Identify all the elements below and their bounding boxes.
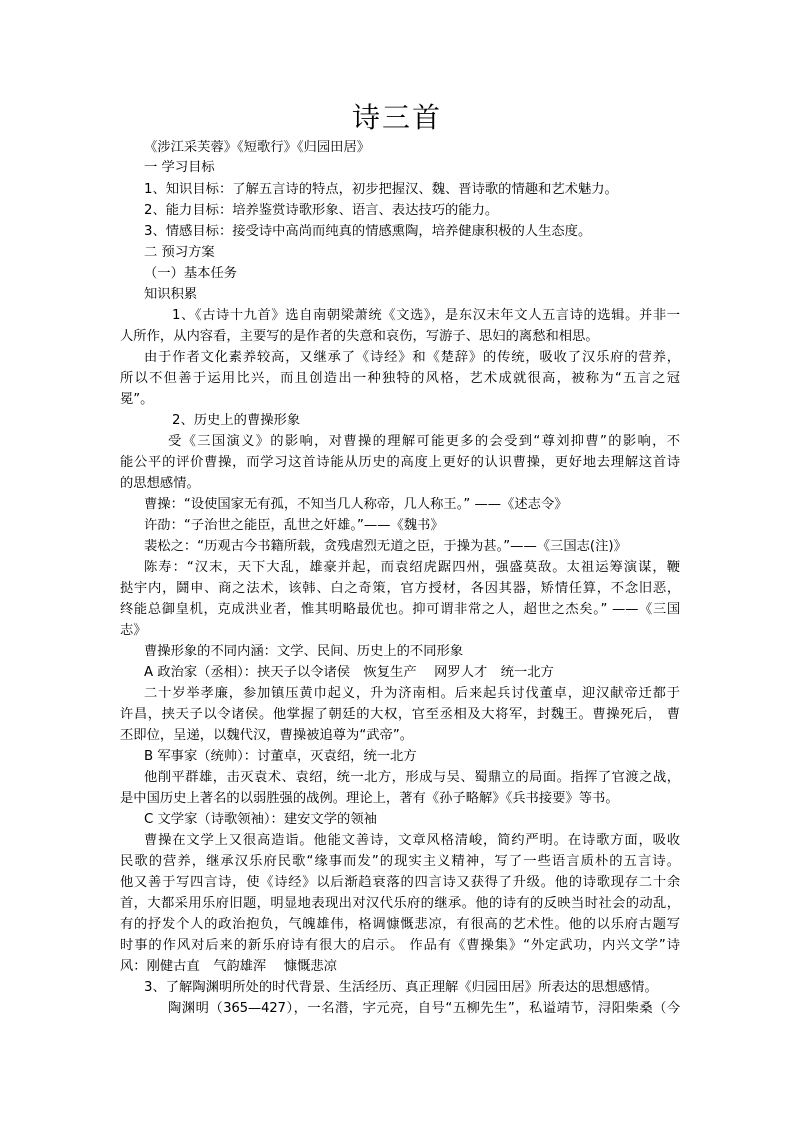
text-line: 裴松之：“历观古今书籍所载，贪残虐烈无道之臣，于操为甚。”——《三国志(注)》 [144, 539, 627, 554]
text-line: 3、情感目标：接受诗中高尚而纯真的情感熏陶，培养健康积极的人生态度。 [144, 224, 592, 239]
text-line: B 军事家（统帅）：讨董卓，灭袁绍，统一北方 [144, 749, 417, 764]
text-line: 能公平的评价曹操，而学习这首诗能从历史的高度上更好的认识曹操，更好地去理解这首诗 [120, 455, 680, 470]
text-line: 许昌，挟天子以令诸侯。他掌握了朝廷的大权，官至丞相及大将军，封魏王。曹操死后， 曹 [120, 707, 680, 722]
text-line: 曹操：“设使国家无有孤，不知当几人称帝，几人称王。” ——《述志令》 [144, 497, 568, 512]
text-line: 时事的作风对后来的新乐府诗有很大的启示。 作品有《曹操集》“外定武功，内兴文学”诗 [120, 938, 680, 953]
text-line: 的思想感情。 [120, 476, 200, 491]
text-line: 《涉江采芙蓉》《短歌行》《归园田居》 [144, 140, 371, 155]
text-line: 知识积累 [144, 287, 198, 302]
text-line: 冕”。 [120, 392, 154, 407]
text-line: 一 学习目标 [144, 160, 215, 175]
text-line: 二 预习方案 [144, 245, 215, 260]
text-line: 有的抒发个人的政治抱负，气魄雄伟，格调慷慨悲凉，有很高的艺术性。他的以乐府古题写 [120, 917, 680, 932]
text-line: 风：刚健古直 气韵雄浑 慷慨悲凉 [120, 959, 337, 974]
text-line: 丕即位，呈递，以魏代汉，曹操被追尊为“武帝”。 [120, 728, 414, 743]
text-line: 许劭：“子治世之能臣，乱世之奸雄。”——《魏书》 [144, 518, 444, 533]
text-line: A 政治家（丞相）：挟天子以令诸侯 恢复生产 网罗人才 统一北方 [144, 665, 554, 680]
text-line: 是中国历史上著名的以弱胜强的战例。理论上，著有《孙子略解》《兵书接要》等书。 [120, 791, 619, 806]
text-line: 3、了解陶渊明所处的时代背景、生活经历、真正理解《归园田居》所表达的思想感情。 [144, 980, 658, 995]
text-line: （一）基本任务 [144, 266, 238, 281]
text-line: 志》 [120, 623, 147, 638]
text-line: 人所作，从内容看，主要写的是作者的失意和哀伤，写游子、思妇的离愁和相思。 [120, 329, 599, 344]
page-title: 诗三首 [351, 101, 442, 134]
text-line: 受《三国演义》的影响，对曹操的理解可能更多的会受到“尊刘抑曹”的影响，不 [168, 434, 680, 449]
text-line: 陶渊明（365—427），一名潜，字元亮，自号“五柳先生”，私谥靖节，浔阳柴桑（今 [168, 1001, 680, 1016]
text-line: C 文学家（诗歌领袖）：建安文学的领袖 [144, 812, 377, 827]
text-line: 他又善于写四言诗，使《诗经》以后渐趋衰落的四言诗又获得了升级。他的诗歌现存二十余 [120, 875, 680, 890]
text-line: 1、《古诗十九首》选自南朝梁萧统《文选》，是东汉末年文人五言诗的选辑。并非一 [172, 308, 680, 323]
text-line: 2、历史上的曹操形象 [172, 413, 301, 428]
text-line: 首，大都采用乐府旧题，明显地表现出对汉代乐府的继承。他的诗有的反映当时社会的动乱， [120, 896, 680, 911]
text-line: 曹操在文学上又很高造诣。他能文善诗，文章风格清峻，简约严明。在诗歌方面，吸收 [144, 833, 680, 848]
text-line: 曹操形象的不同内涵：文学、民间、历史上的不同形象 [144, 644, 464, 659]
text-line: 挞宇内，鬪申、商之法术，该韩、白之奇策，官方授材，各因其器，矫情任算，不念旧恶， [120, 581, 680, 596]
text-line: 所以不但善于运用比兴，而且创造出一种独特的风格，艺术成就很高，被称为“五言之冠 [120, 371, 680, 386]
text-line: 民歌的营养，继承汉乐府民歌“缘事而发”的现实主义精神，写了一些语言质朴的五言诗。 [120, 854, 680, 869]
text-line: 2、能力目标：培养鉴赏诗歌形象、语言、表达技巧的能力。 [144, 203, 499, 218]
text-line: 二十岁举孝廉，参加镇压黄巾起义，升为济南相。后来起兵讨伐董卓，迎汉献帝迁都于 [144, 686, 680, 701]
text-line: 由于作者文化素养较高，又继承了《诗经》和《楚辞》的传统，吸收了汉乐府的营养， [144, 350, 680, 365]
text-line: 终能总御皇机，克成洪业者，惟其明略最优也。抑可谓非常之人，超世之杰矣。” ——《三国 [120, 602, 680, 617]
text-line: 1、知识目标：了解五言诗的特点，初步把握汉、魏、晋诗歌的情趣和艺术魅力。 [144, 182, 618, 197]
text-line: 他削平群雄，击灭袁术、袁绍，统一北方，形成与吴、蜀鼎立的局面。指挥了官渡之战， [144, 770, 680, 785]
text-line: 陈寿：“汉末，天下大乱，雄豪并起，而袁绍虎踞四州，强盛莫敌。太祖运筹演谋，鞭 [144, 560, 680, 575]
